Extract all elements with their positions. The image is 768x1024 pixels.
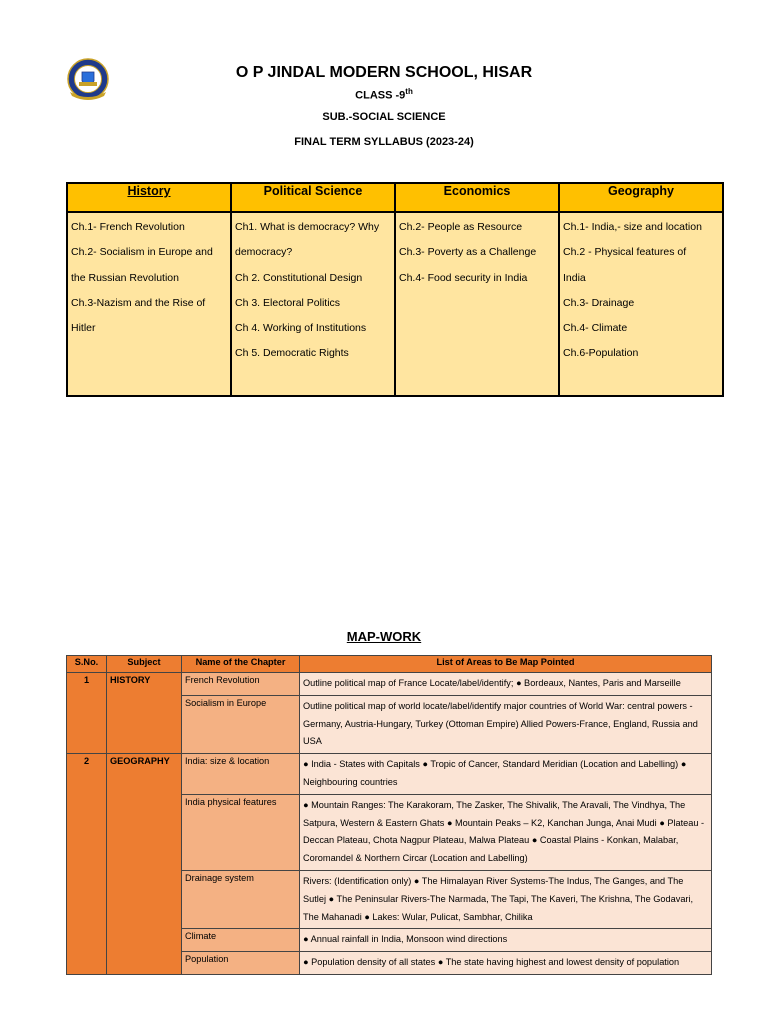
syllabus-cell-geography bbox=[559, 212, 723, 396]
chapter-line: Ch.4- Climate bbox=[563, 322, 628, 335]
syllabus-cell-history bbox=[67, 212, 231, 396]
syllabus-content-row bbox=[67, 212, 723, 396]
mapwork-table bbox=[66, 655, 712, 975]
chapter-line: Ch1. What is democracy? Why bbox=[235, 221, 380, 233]
chapter-cell: India: size & location bbox=[182, 754, 300, 795]
header-chapter: Name of the Chapter bbox=[182, 656, 300, 673]
syllabus-heading-political-science: Political Science bbox=[231, 183, 395, 212]
chapter-line: Ch.3- Drainage bbox=[563, 296, 635, 309]
table-row bbox=[67, 673, 712, 696]
chapter-line: Ch 3. Electoral Politics bbox=[235, 296, 341, 309]
chapter-cell: Population bbox=[182, 952, 300, 975]
areas-cell: Outline political map of world locate/label/identify major countries of World War: central powers - Germany, Austria-Hungary, Turkey (Ottoman Empire) Allied Powers-France, England, Russia and USA bbox=[300, 695, 712, 753]
syllabus-heading-geography: Geography bbox=[559, 183, 723, 212]
areas-cell: ● Mountain Ranges: The Karakoram, The Zasker, The Shivalik, The Aravali, The Vindhya, The Satpura, Western & Eastern Ghats ● Mountain Peaks – K2, Kanchan Junga, Anai Mudi ● Plateau - Deccan Plateau, Chota Nagpur Plateau, Malwa Plateau ● Coastal Plains - Konkan, Malabar, Coromandel & Northern Circar (Location and Labelling) bbox=[300, 794, 712, 870]
areas-cell: Outline political map of France Locate/label/identify; ● Bordeaux, Nantes, Paris and Marseille bbox=[300, 673, 712, 696]
subject-cell: GEOGRAPHY bbox=[107, 754, 182, 975]
subject-cell: HISTORY bbox=[107, 673, 182, 754]
chapter-line: Ch.2- People as Resource bbox=[399, 221, 523, 233]
table-row bbox=[67, 754, 712, 795]
chapter-line: the Russian Revolution bbox=[71, 271, 179, 284]
chapter-cell: French Revolution bbox=[182, 673, 300, 696]
chapter-cell: Climate bbox=[182, 929, 300, 952]
mapwork-title: MAP-WORK bbox=[346, 629, 422, 644]
syllabus-table bbox=[66, 182, 724, 397]
sno-cell: 2 bbox=[67, 754, 107, 975]
chapter-line: India bbox=[563, 271, 586, 284]
header-sno: S.No. bbox=[67, 656, 107, 673]
chapter-line: Ch.2- Socialism in Europe and bbox=[71, 246, 213, 259]
areas-cell: Rivers: (Identification only) ● The Himalayan River Systems-The Indus, The Ganges, and The Sutlej ● The Peninsular Rivers-The Narmada, The Tapi, The Kaveri, The Krishna, The Godavari, The Mahanadi ● Lakes: Wular, Pulicat, Sambhar, Chilika bbox=[300, 870, 712, 928]
sno-cell: 1 bbox=[67, 673, 107, 754]
syllabus-heading-economics: Economics bbox=[395, 183, 559, 212]
syllabus-heading-history: History bbox=[67, 183, 231, 212]
subject-label: SUB.-SOCIAL SCIENCE bbox=[322, 111, 446, 123]
chapter-cell: Drainage system bbox=[182, 870, 300, 928]
header-subject: Subject bbox=[107, 656, 182, 673]
syllabus-cell-economics bbox=[395, 212, 559, 396]
chapter-line: Ch.2 - Physical features of bbox=[563, 246, 687, 259]
chapter-line: Ch.3-Nazism and the Rise of bbox=[71, 296, 206, 309]
chapter-line: Ch.4- Food security in India bbox=[399, 271, 528, 284]
chapter-line: Ch.1- India,- size and location bbox=[563, 221, 702, 233]
chapter-cell: Socialism in Europe bbox=[182, 695, 300, 753]
areas-cell: ● Annual rainfall in India, Monsoon wind directions bbox=[300, 929, 712, 952]
chapter-line: Ch 2. Constitutional Design bbox=[235, 271, 363, 284]
syllabus-header-row bbox=[67, 183, 723, 212]
syllabus-cell-political-science bbox=[231, 212, 395, 396]
chapter-cell: India physical features bbox=[182, 794, 300, 870]
areas-cell: ● India - States with Capitals ● Tropic of Cancer, Standard Meridian (Location and Labelling) ● Neighbouring countries bbox=[300, 754, 712, 795]
chapter-line: Ch.3- Poverty as a Challenge bbox=[399, 246, 537, 259]
school-name: O P JINDAL MODERN SCHOOL, HISAR bbox=[235, 64, 533, 81]
chapter-line: Ch.6-Population bbox=[563, 347, 639, 360]
syllabus-title: FINAL TERM SYLLABUS (2023-24) bbox=[294, 136, 474, 148]
class-label: CLASS -9th bbox=[355, 87, 413, 102]
header-areas: List of Areas to Be Map Pointed bbox=[300, 656, 712, 673]
chapter-line: Ch 4. Working of Institutions bbox=[235, 322, 367, 335]
chapter-line: Hitler bbox=[71, 322, 96, 335]
chapter-line: Ch 5. Democratic Rights bbox=[235, 347, 349, 360]
mapwork-header-row bbox=[67, 656, 712, 673]
chapter-line: democracy? bbox=[235, 246, 293, 259]
chapter-line: Ch.1- French Revolution bbox=[71, 221, 185, 233]
areas-cell: ● Population density of all states ● The state having highest and lowest density of population bbox=[300, 952, 712, 975]
